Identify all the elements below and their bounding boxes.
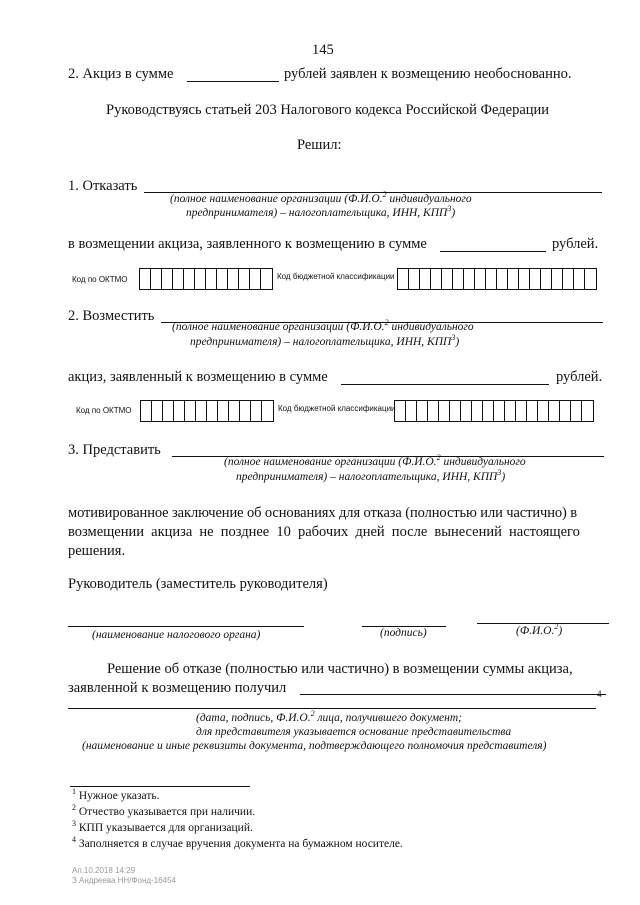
footnote-2: $^2$ Отчество указывается при наличии. [72,803,256,818]
submit-label: 3. Представить [68,442,161,458]
refund-hint-line2: предпринимателя) – налогоплательщика, ИНН, КПП$^3$) [190,333,460,348]
receipt-caption-3: (наименование и иные реквизиты документа, подтверждающего полномочия представителя) [82,740,547,752]
guidance-line: Руководствуясь статьей 203 Налогового кодекса Российской Федерации [106,102,550,118]
refuse-amount-field[interactable] [440,251,546,252]
submit-hint-line2: предпринимателя) – налогоплательщика, ИНН, КПП$^3$) [236,468,506,483]
receipt-line2: заявленной к возмещению получил [68,680,287,696]
footnote-3: $^3$ КПП указывается для организаций. [72,819,253,834]
footnote-1: $^1$ Нужное указать. [72,787,160,802]
refund-amount-field[interactable] [341,384,549,385]
decided-heading: Решил: [297,137,342,153]
submit-paragraph-line2: возмещении акциза не позднее 10 рабочих дней после вынесений настоящего [68,524,580,540]
signature-caption: (подпись) [380,627,427,639]
receipt-caption-1: (дата, подпись, Ф.И.О.$^2$ лица, получившего документ; [196,709,462,724]
excise-amount-field[interactable] [187,81,279,82]
refuse-label: 1. Отказать [68,178,138,194]
footnote-separator [70,786,250,787]
print-stamp-line2: З Андреева НН/Фонд-16454 [72,876,176,885]
refuse-amount-prefix: в возмещении акциза, заявленного к возмещению в сумме [68,236,427,252]
print-stamp-line1: Ап.10.2018 14:29 [72,866,136,875]
footnote-4: $^4$ Заполняется в случае вручения документа на бумажном носителе. [72,835,403,850]
receipt-footnote-ref: 4 [597,689,602,699]
head-fio-caption: (Ф.И.О.$^2$) [516,622,563,637]
refund-amount-suffix: рублей. [556,369,603,385]
head-title: Руководитель (заместитель руководителя) [68,576,328,592]
refuse-kbk-label: Код бюджетной классификации [277,272,395,281]
submit-paragraph-line3: решения. [68,543,126,559]
receiver-field[interactable] [300,694,606,695]
submit-hint-line1: (полное наименование организации (Ф.И.О.$^2$ индивидуального [224,453,526,468]
refund-oktmo-label: Код по ОКТМО [76,406,132,415]
refund-hint-line1: (полное наименование организации (Ф.И.О.$^2$ индивидуального [172,318,474,333]
refuse-oktmo-boxes[interactable] [139,268,273,290]
receipt-line1: Решение об отказе (полностью или частично) в возмещении суммы акциза, [107,661,573,677]
refuse-hint-line1: (полное наименование организации (Ф.И.О.$^2$ индивидуального [170,190,472,205]
receipt-caption-2: для представителя указывается основание представительства [196,726,512,738]
head-fio-field[interactable] [477,623,609,624]
page-number: 145 [312,42,334,58]
refuse-kbk-boxes[interactable] [397,268,597,290]
submit-paragraph-line1: мотивированное заключение об основаниях для отказа (полностью или частично) в [68,505,578,521]
excise-unjustified-prefix: 2. Акциз в сумме [68,66,174,82]
refuse-amount-suffix: рублей. [552,236,599,252]
refund-oktmo-boxes[interactable] [140,400,274,422]
tax-authority-caption: (наименование налогового органа) [92,629,261,641]
refund-kbk-label: Код бюджетной классификации [278,404,396,413]
refuse-hint-line2: предпринимателя) – налогоплательщика, ИНН, КПП$^3$) [186,204,456,219]
refund-amount-prefix: акциз, заявленный к возмещению в сумме [68,369,328,385]
tax-authority-field[interactable] [68,626,304,627]
receiver-field-2[interactable] [68,708,596,709]
excise-unjustified-suffix: рублей заявлен к возмещению необоснованно. [284,66,572,82]
refuse-oktmo-label: Код по ОКТМО [72,275,128,284]
refund-label: 2. Возместить [68,308,155,324]
refund-kbk-boxes[interactable] [394,400,594,422]
